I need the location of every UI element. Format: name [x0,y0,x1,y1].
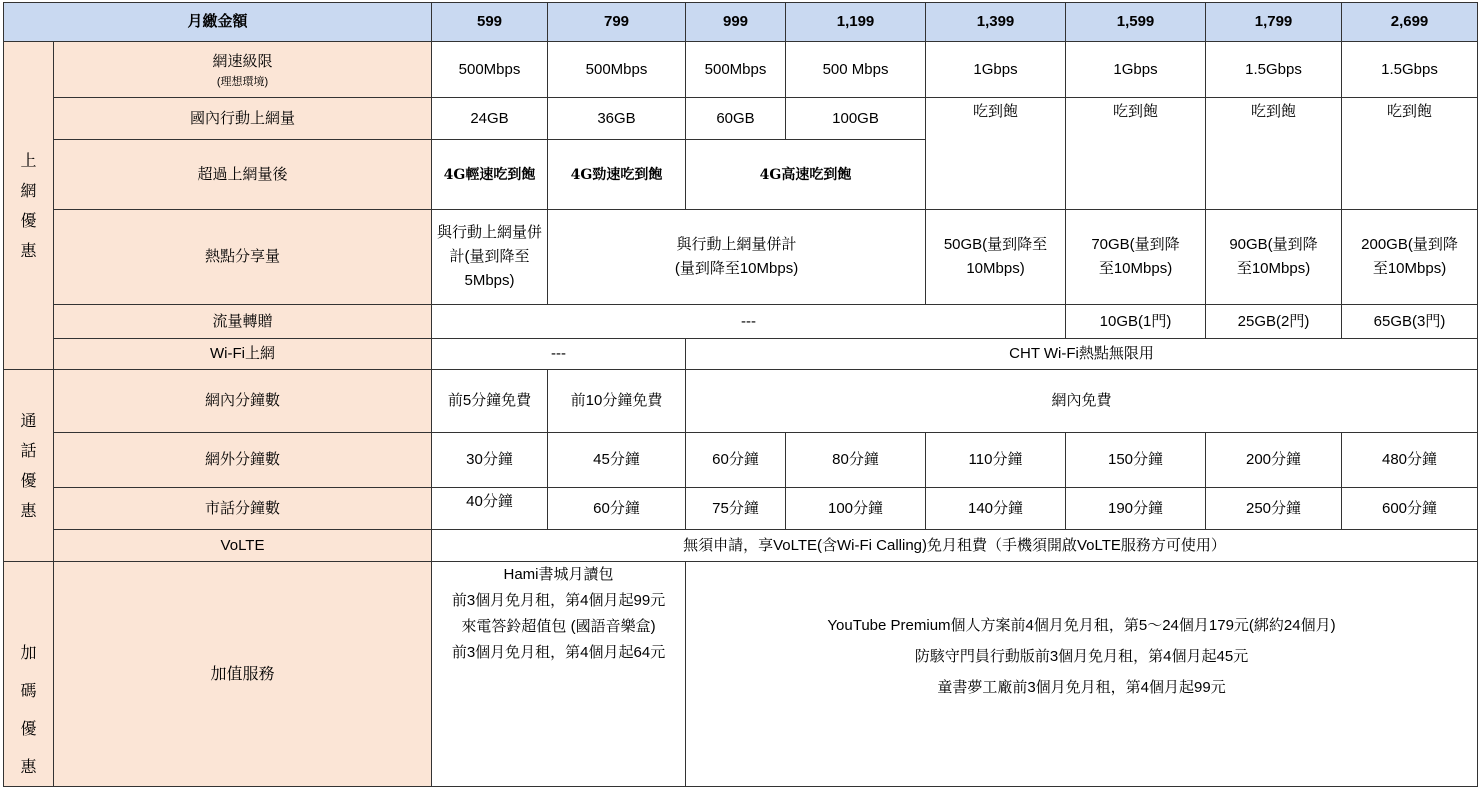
overage-cell: 4G勁速吃到飽 [548,140,686,210]
transfer-cell: 65GB(3門) [1342,305,1478,339]
wifi-cell: CHT Wi-Fi熱點無限用 [686,339,1478,370]
speed-cell: 1Gbps [926,42,1066,98]
landline-cell: 140分鐘 [926,488,1066,530]
internet-section-label: 上 網 優 惠 [4,42,54,370]
landline-cell: 75分鐘 [686,488,786,530]
offnet-row [4,433,1478,488]
onnet-free-cell: 網內免費 [686,370,1478,433]
price-799: 799 [548,3,686,42]
transfer-label: 流量轉贈 [54,305,432,339]
data-cell: 24GB [432,98,548,140]
vas-line: 前3個月免月租，第4個月起64元 [451,644,666,661]
speed-label [54,42,432,98]
header-row [4,3,1478,42]
vas-line: YouTube Premium個人方案前4個月免月租，第5～24個月179元(綁約24個月) [827,617,1336,634]
hotspot-shared-line: 與行動上網量併計 [676,236,797,253]
plan-comparison-table [3,2,1478,787]
offnet-label: 網外分鐘數 [54,433,432,488]
hotspot-cell: 50GB(量到降至10Mbps) [926,210,1066,305]
price-999: 999 [686,3,786,42]
volte-cell: 無須申請，享VoLTE(含Wi-Fi Calling)免月租費（手機須開啟VoLTE服務方可使用） [432,530,1478,562]
hotspot-shared-line: (量到降至10Mbps) [674,260,799,277]
wifi-none-cell: --- [432,339,686,370]
onnet-row [4,370,1478,433]
calls-section-label: 通 話 優 惠 [4,370,54,562]
speed-label-text: 網速級限 [212,52,273,70]
speed-cell: 500 Mbps [786,42,926,98]
offnet-cell: 60分鐘 [686,433,786,488]
price-1599: 1,599 [1066,3,1206,42]
speed-cell: 500Mbps [548,42,686,98]
landline-cell: 250分鐘 [1206,488,1342,530]
volte-row [4,530,1478,562]
offnet-cell: 30分鐘 [432,433,548,488]
landline-label: 市話分鐘數 [54,488,432,530]
hotspot-label: 熱點分享量 [54,210,432,305]
speed-cell: 1.5Gbps [1342,42,1478,98]
data-cell: 100GB [786,98,926,140]
transfer-none-cell: --- [432,305,1066,339]
wifi-label: Wi-Fi上網 [54,339,432,370]
vas-line: Hami書城月讀包 [503,566,614,583]
vas-line: 防駭守門員行動版前3個月免月租，第4個月起45元 [914,648,1249,665]
hotspot-shared-cell [548,210,926,305]
price-1199: 1,199 [786,3,926,42]
price-2699: 2,699 [1342,3,1478,42]
monthly-fee-header: 月繳金額 [4,3,432,42]
offnet-cell: 200分鐘 [1206,433,1342,488]
hotspot-cell: 90GB(量到降至10Mbps) [1206,210,1342,305]
volte-label: VoLTE [54,530,432,562]
onnet-cell: 前5分鐘免費 [432,370,548,433]
data-unlimited-cell: 吃到飽 [1206,98,1342,210]
vas-599-cell [432,562,686,787]
price-599: 599 [432,3,548,42]
offnet-cell: 150分鐘 [1066,433,1206,488]
landline-cell: 600分鐘 [1342,488,1478,530]
vas-line: 前3個月免月租，第4個月起99元 [451,592,666,609]
speed-sublabel: (理想環境) [216,75,269,88]
vas-label: 加值服務 [54,562,432,787]
overage-label: 超過上網量後 [54,140,432,210]
hotspot-cell: 70GB(量到降至10Mbps) [1066,210,1206,305]
landline-row [4,488,1478,530]
extras-section-label: 加 碼 優 惠 [4,562,54,787]
data-unlimited-cell: 吃到飽 [1066,98,1206,210]
vas-rest-cell [686,562,1478,787]
speed-cell: 500Mbps [432,42,548,98]
offnet-cell: 110分鐘 [926,433,1066,488]
data-row [4,98,1478,140]
transfer-cell: 25GB(2門) [1206,305,1342,339]
transfer-row [4,305,1478,339]
price-1399: 1,399 [926,3,1066,42]
offnet-cell: 80分鐘 [786,433,926,488]
onnet-cell: 前10分鐘免費 [548,370,686,433]
speed-row [4,42,1478,98]
wifi-row [4,339,1478,370]
data-unlimited-cell: 吃到飽 [1342,98,1478,210]
data-cell: 36GB [548,98,686,140]
transfer-cell: 10GB(1門) [1066,305,1206,339]
landline-cell: 40分鐘 [432,488,548,530]
speed-cell: 1.5Gbps [1206,42,1342,98]
overage-cell: 4G輕速吃到飽 [432,140,548,210]
landline-cell: 190分鐘 [1066,488,1206,530]
hotspot-cell: 200GB(量到降至10Mbps) [1342,210,1478,305]
price-1799: 1,799 [1206,3,1342,42]
landline-cell: 100分鐘 [786,488,926,530]
hotspot-row [4,210,1478,305]
landline-cell: 60分鐘 [548,488,686,530]
vas-row [4,562,1478,787]
speed-cell: 1Gbps [1066,42,1206,98]
speed-cell: 500Mbps [686,42,786,98]
vas-line: 童書夢工廠前3個月免月租，第4個月起99元 [937,679,1226,696]
data-unlimited-cell: 吃到飽 [926,98,1066,210]
offnet-cell: 480分鐘 [1342,433,1478,488]
data-cell: 60GB [686,98,786,140]
vas-line: 來電答鈴超值包 (國語音樂盒) [461,618,656,635]
data-label: 國內行動上網量 [54,98,432,140]
hotspot-cell: 與行動上網量併計(量到降至5Mbps) [432,210,548,305]
onnet-label: 網內分鐘數 [54,370,432,433]
overage-cell: 4G高速吃到飽 [686,140,926,210]
offnet-cell: 45分鐘 [548,433,686,488]
